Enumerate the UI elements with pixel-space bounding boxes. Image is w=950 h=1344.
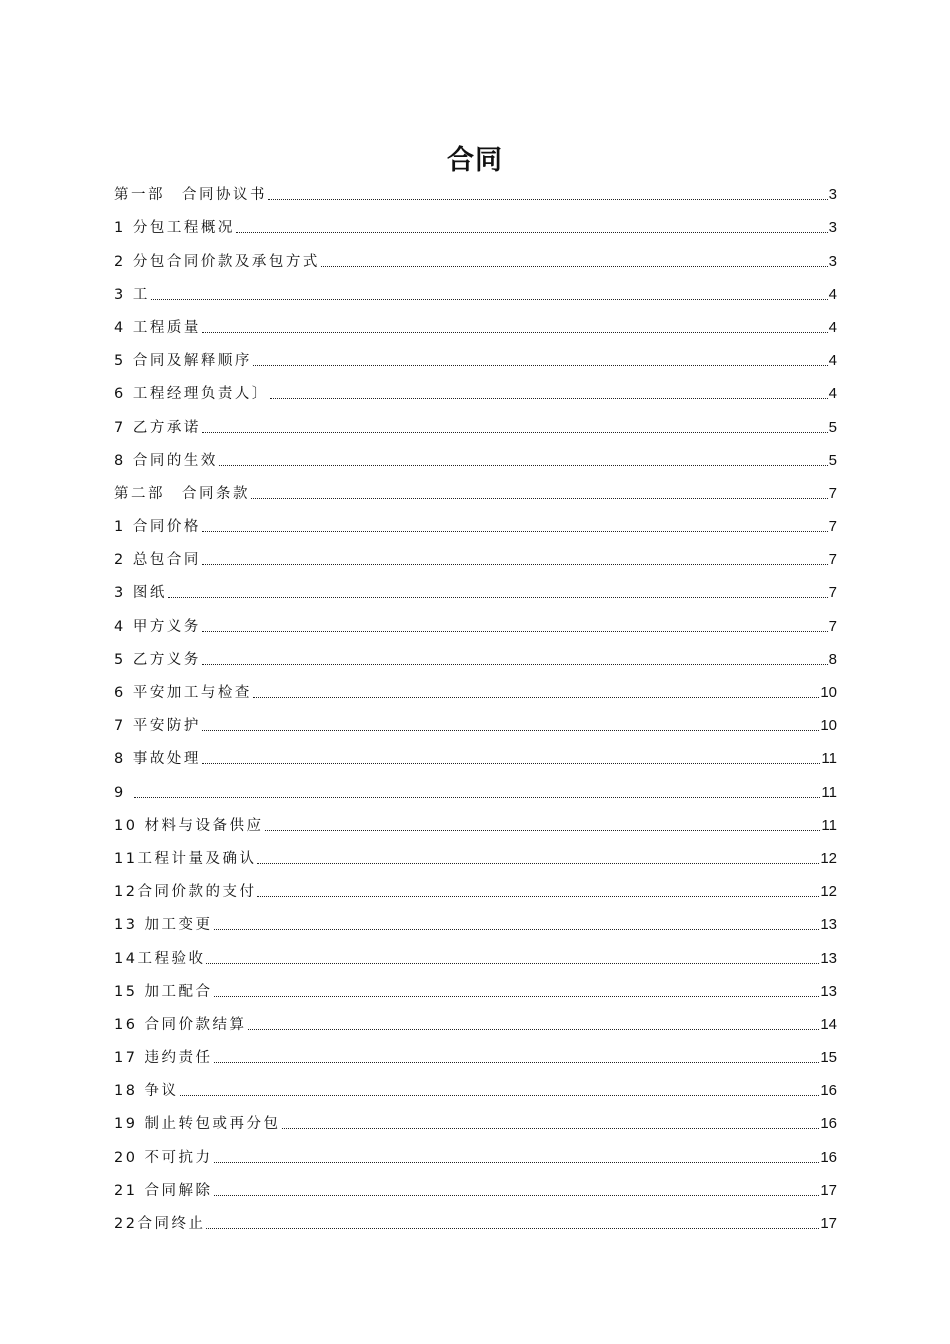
- toc-entry[interactable]: [114, 637, 837, 670]
- toc-dot-leader: [214, 996, 820, 997]
- toc-entry-label: 5 合同及解释顺序: [114, 353, 252, 370]
- toc-entry-label: 3 图纸: [114, 585, 167, 602]
- toc-dot-leader: [321, 266, 828, 267]
- toc-entry-page-number: 13: [820, 982, 837, 1000]
- toc-entry[interactable]: [114, 404, 837, 437]
- table-of-contents: [114, 172, 837, 1234]
- toc-entry-page-number: 11: [821, 750, 837, 768]
- toc-dot-leader: [180, 1095, 820, 1096]
- toc-entry-page-number: 10: [820, 684, 837, 701]
- toc-dot-leader: [251, 498, 828, 499]
- toc-entry-page-number: 17: [820, 1215, 837, 1232]
- toc-entry[interactable]: [114, 670, 837, 703]
- toc-dot-leader: [202, 432, 828, 433]
- toc-dot-leader: [202, 730, 819, 731]
- toc-entry[interactable]: [114, 172, 837, 205]
- toc-entry-page-number: 7: [828, 518, 837, 536]
- toc-entry-label: 9: [114, 784, 133, 801]
- toc-dot-leader: [270, 398, 828, 399]
- toc-entry-label: 16 合同价款结算: [114, 1016, 247, 1033]
- toc-entry-page-number: 17: [820, 1181, 837, 1199]
- toc-entry[interactable]: [114, 935, 837, 968]
- toc-dot-leader: [151, 299, 828, 300]
- toc-entry-page-number: 4: [828, 352, 837, 370]
- toc-entry[interactable]: [114, 537, 837, 570]
- toc-dot-leader: [202, 763, 821, 764]
- toc-entry-page-number: 11: [821, 783, 837, 801]
- toc-dot-leader: [214, 1195, 820, 1196]
- toc-entry-page-number: 15: [820, 1049, 837, 1067]
- toc-entry-label: 14工程验收: [114, 950, 206, 967]
- toc-entry-page-number: 16: [820, 1148, 837, 1166]
- toc-entry[interactable]: [114, 438, 837, 471]
- toc-entry-label: 11工程计量及确认: [114, 850, 257, 867]
- toc-entry-page-number: 3: [828, 219, 837, 237]
- toc-entry[interactable]: [114, 1134, 837, 1167]
- toc-entry-label: 2 分包合同价款及承包方式: [114, 253, 320, 270]
- toc-entry-page-number: 10: [820, 717, 837, 735]
- toc-entry-page-number: 7: [828, 551, 837, 569]
- toc-entry-label: 4 甲方义务: [114, 618, 201, 635]
- toc-dot-leader: [257, 863, 819, 864]
- toc-dot-leader: [202, 332, 828, 333]
- toc-entry[interactable]: [114, 769, 837, 802]
- toc-entry-page-number: 7: [828, 617, 837, 635]
- toc-entry-page-number: 5: [828, 451, 837, 469]
- toc-entry-label: 20 不可抗力: [114, 1149, 213, 1166]
- toc-entry[interactable]: [114, 570, 837, 603]
- toc-entry-label: 7 乙方承诺: [114, 419, 201, 436]
- toc-entry-page-number: 8: [828, 650, 837, 668]
- toc-entry-page-number: 12: [820, 849, 837, 867]
- toc-dot-leader: [214, 929, 820, 930]
- toc-entry[interactable]: [114, 471, 837, 504]
- toc-entry-page-number: 5: [828, 418, 837, 436]
- toc-entry-label: 10 材料与设备供应: [114, 817, 264, 834]
- toc-entry[interactable]: [114, 803, 837, 836]
- toc-dot-leader: [168, 597, 828, 598]
- toc-entry-label: 第一部 合同协议书: [114, 187, 267, 204]
- toc-entry[interactable]: [114, 1002, 837, 1035]
- toc-dot-leader: [282, 1128, 820, 1129]
- toc-entry-page-number: 16: [820, 1082, 837, 1100]
- toc-entry-label: 6 平安加工与检查: [114, 685, 252, 701]
- toc-entry-label: 21 合同解除: [114, 1182, 213, 1199]
- toc-dot-leader: [248, 1029, 820, 1030]
- toc-entry-label: 4 工程质量: [114, 319, 201, 336]
- toc-entry-page-number: 4: [828, 385, 837, 403]
- toc-entry[interactable]: [114, 205, 837, 238]
- toc-dot-leader: [206, 1228, 819, 1229]
- toc-entry[interactable]: [114, 836, 837, 869]
- toc-dot-leader: [236, 232, 828, 233]
- toc-entry[interactable]: [114, 305, 837, 338]
- toc-entry-label: 15 加工配合: [114, 983, 213, 1000]
- toc-dot-leader: [202, 664, 828, 665]
- toc-entry[interactable]: [114, 969, 837, 1002]
- toc-dot-leader: [202, 631, 828, 632]
- toc-entry[interactable]: [114, 338, 837, 371]
- toc-entry-page-number: 7: [828, 484, 837, 502]
- toc-entry-label: 22合同终止: [114, 1216, 206, 1232]
- toc-entry-label: 6 工程经理负责人〕: [114, 386, 269, 403]
- toc-entry-label: 8 事故处理: [114, 751, 201, 768]
- toc-entry-page-number: 11: [821, 816, 837, 834]
- toc-entry-page-number: 14: [820, 1015, 837, 1033]
- toc-entry[interactable]: [114, 736, 837, 769]
- toc-dot-leader: [268, 199, 828, 200]
- toc-entry-label: 19 制止转包或再分包: [114, 1116, 281, 1133]
- toc-entry[interactable]: [114, 371, 837, 404]
- toc-entry-page-number: 4: [828, 318, 837, 336]
- toc-dot-leader: [253, 365, 828, 366]
- toc-entry-label: 5 乙方义务: [114, 651, 201, 668]
- toc-entry-page-number: 13: [820, 949, 837, 967]
- toc-entry-label: 3 工: [114, 286, 150, 303]
- toc-dot-leader: [206, 963, 819, 964]
- toc-entry-page-number: 13: [820, 916, 837, 934]
- toc-entry-label: 8 合同的生效: [114, 452, 218, 469]
- document-title: 合同: [447, 145, 503, 176]
- toc-dot-leader: [202, 531, 828, 532]
- toc-entry-label: 18 争议: [114, 1083, 179, 1100]
- toc-dot-leader: [214, 1062, 820, 1063]
- toc-entry-page-number: 3: [828, 186, 837, 204]
- toc-entry[interactable]: [114, 504, 837, 537]
- toc-dot-leader: [214, 1162, 820, 1163]
- toc-entry-page-number: 16: [820, 1115, 837, 1133]
- toc-entry-page-number: 3: [828, 252, 837, 270]
- toc-entry-label: 1 分包工程概况: [114, 220, 235, 237]
- toc-entry-label: 2 总包合同: [114, 552, 201, 569]
- toc-entry[interactable]: [114, 1201, 837, 1234]
- toc-entry-page-number: 7: [828, 584, 837, 602]
- toc-entry-label: 17 违约责任: [114, 1050, 213, 1067]
- toc-entry[interactable]: [114, 1068, 837, 1101]
- toc-entry-page-number: 12: [820, 883, 837, 901]
- toc-entry[interactable]: [114, 272, 837, 305]
- toc-entry-label: 1 合同价格: [114, 519, 201, 536]
- toc-entry[interactable]: [114, 1101, 837, 1134]
- toc-entry-label: 第二部 合同条款: [114, 485, 250, 502]
- toc-entry-page-number: 4: [828, 285, 837, 303]
- toc-entry[interactable]: [114, 869, 837, 902]
- toc-dot-leader: [134, 797, 821, 798]
- toc-entry[interactable]: [114, 238, 837, 271]
- toc-entry-label: 13 加工变更: [114, 917, 213, 934]
- toc-entry[interactable]: [114, 1168, 837, 1201]
- toc-dot-leader: [257, 896, 819, 897]
- toc-dot-leader: [265, 830, 821, 831]
- toc-entry-label: 7 平安防护: [114, 718, 201, 735]
- toc-entry-label: 12合同价款的支付: [114, 884, 257, 901]
- toc-entry[interactable]: [114, 1035, 837, 1068]
- toc-entry[interactable]: [114, 902, 837, 935]
- toc-entry[interactable]: [114, 703, 837, 736]
- toc-dot-leader: [219, 465, 828, 466]
- toc-entry[interactable]: [114, 603, 837, 636]
- toc-dot-leader: [202, 564, 828, 565]
- toc-dot-leader: [253, 697, 819, 698]
